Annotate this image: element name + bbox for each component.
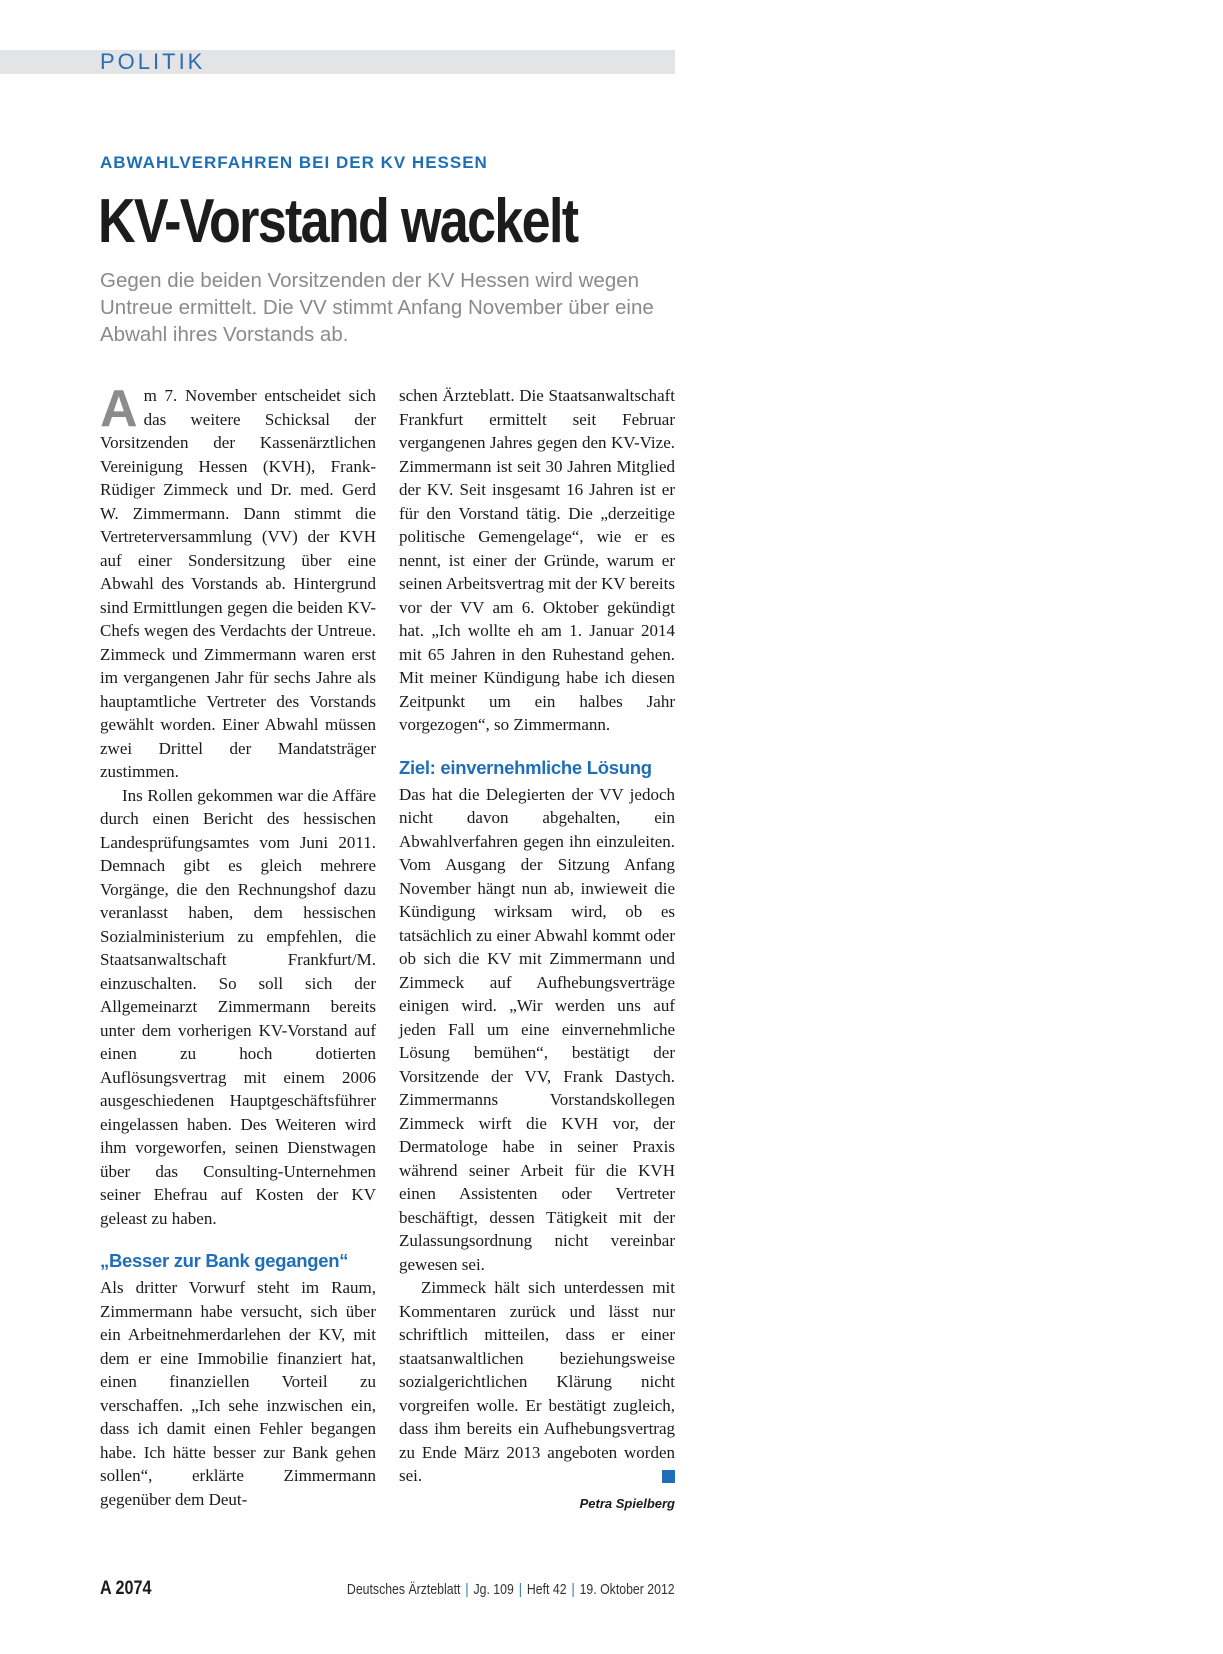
article-lead: Gegen die beiden Vorsitzenden der KV Hessen wird wegen Untreue ermittelt. Die VV stimmt Anfang November über eine Abwahl ihres Vorstands ab. xyxy=(100,269,654,346)
section-label: POLITIK xyxy=(100,49,206,74)
journal-name: Deutsches Ärzteblatt xyxy=(347,1581,461,1598)
paragraph: schen Ärzteblatt. Die Staatsanwaltschaft Frankfurt ermittelt seit Februar vergangenen Jahres gegen den KV-Vize. Zimmermann ist seit 30 Jahren Mitglied der KV. Seit insgesamt 16 Jahren ist er für den Vorstand tätig. Die „derzeitige politische Gemengelage“, wie er es nennt, ist einer der Gründe, warum er seinen Arbeitsvertrag mit der KV bereits vor der VV am 6. Oktober gekündigt hat. „Ich wollte eh am 1. Januar 2014 mit 65 Jahren in den Ruhestand gehen. Mit meiner Kündigung habe ich diesen Zeitpunkt um ein halbes Jahr vorgezogen“, so Zimmermann. xyxy=(399,386,675,734)
separator: | xyxy=(465,1581,469,1598)
end-mark-icon xyxy=(662,1470,675,1483)
paragraph: Ins Rollen gekommen war die Affäre durch einen Bericht des hessischen Landesprüfungsamtes vom Juni 2011. Demnach gibt es gleich mehrere Vorgänge, die den Rechnungshof dazu veranlasst haben, dem hessischen Sozialministerium zu empfehlen, die Staatsanwaltschaft Frankfurt/M. einzuschalten. So soll sich der Allgemeinarzt Zimmermann bereits unter dem vorherigen KV-Vorstand auf einen zu hoch dotierten Auflösungsvertrag mit einem 2006 ausgeschiedenen Hauptgeschäftsführer eingelassen haben. Des Weiteren wird ihm vorgeworfen, seinen Dienstwagen über das Consulting-Unternehmen seiner Ehefrau auf Kosten der KV geleast zu haben. xyxy=(100,785,376,1228)
article-kicker: ABWAHLVERFAHREN BEI DER KV HESSEN xyxy=(100,153,488,172)
separator: | xyxy=(519,1581,523,1598)
page-footer xyxy=(100,1578,675,1602)
text-column-left xyxy=(100,380,376,1511)
author-byline: Petra Spielberg xyxy=(579,1495,675,1511)
text-column-right xyxy=(399,384,675,1515)
separator: | xyxy=(571,1581,576,1598)
page-number: A 2074 xyxy=(100,1578,152,1599)
drop-cap: A xyxy=(100,380,138,438)
paragraph-text: Zimmeck hält sich unterdessen mit Kommentaren zurück und lässt nur schriftlich mitteilen, dass er einer staatsanwaltlichen beziehungsweise sozialgerichtlichen Klärung nicht vorgreifen wolle. Er bestätigt zugleich, dass ihm bereits ein Aufhebungsvertrag zu Ende März 2013 angeboten worden sei. xyxy=(399,1278,675,1485)
paragraph xyxy=(399,1276,675,1488)
paragraph: Das hat die Delegierten der VV jedoch nicht davon abgehalten, ein Abwahlverfahren gegen ihn einzuleiten. Vom Ausgang der Sitzung Anfang November hängt nun ab, inwieweit die Kündigung wirksam wird, ob es tatsächlich zu einer Abwahl kommt oder ob sich die KV mit Zimmermann und Zimmeck auf Aufhebungsverträge einigen wird. „Wir werden uns auf jeden Fall um eine einvernehmliche Lösung bemühen“, bestätigt der Vorsitzende der VV, Frank Dastych. Zimmermanns Vorstandskollegen Zimmeck wirft die KVH vor, der Dermatologe habe in seiner Praxis während seiner Arbeit für die KVH einen Assistenten oder Vertreter beschäftigt, dessen Tätigkeit mit der Zulassungsordnung nicht vereinbar gewesen sei. xyxy=(399,784,675,1274)
article-headline: KV-Vorstand wackelt xyxy=(98,187,578,256)
issue-date: 19. Oktober 2012 xyxy=(579,1581,675,1598)
subheading: Ziel: einvernehmliche Lösung xyxy=(399,756,652,778)
paragraph-text: m 7. November entscheidet sich das weitere Schicksal der Vorsitzenden der Kassenärztlichen Vereinigung Hessen (KVH), Frank-Rüdiger Zimmeck und Dr. med. Gerd W. Zimmermann. Dann stimmt die Vertreterversammlung (VV) der KVH auf einer Sondersitzung über eine Abwahl des Vorstands ab. Hintergrund sind Ermittlungen gegen die beiden KV-Chefs wegen des Verdachts der Untreue. Zimmeck und Zimmermann waren erst im vergangenen Jahr für sechs Jahre als hauptamtliche Vertreter des Vorstands gewählt worden. Einer Abwahl müssen zwei Drittel der Mandatsträger zustimmen. xyxy=(100,386,376,781)
paragraph: Als dritter Vorwurf steht im Raum, Zimmermann habe versucht, sich über ein Arbeitnehmerdarlehen der KV, mit dem er eine Immobilie finanziert hat, einen finanziellen Vorteil zu verschaffen. „Ich sehe inzwischen ein, dass ich damit einen Fehler begangen habe. Ich hätte besser zur Bank gehen sollen“, erklärte Zimmermann gegenüber dem Deut- xyxy=(100,1278,376,1509)
journal-volume: Jg. 109 xyxy=(473,1581,515,1598)
journal-issue: Heft 42 xyxy=(527,1581,567,1598)
subheading: „Besser zur Bank gegangen“ xyxy=(100,1250,349,1271)
paragraph xyxy=(100,380,376,784)
publication-info xyxy=(347,1581,675,1598)
